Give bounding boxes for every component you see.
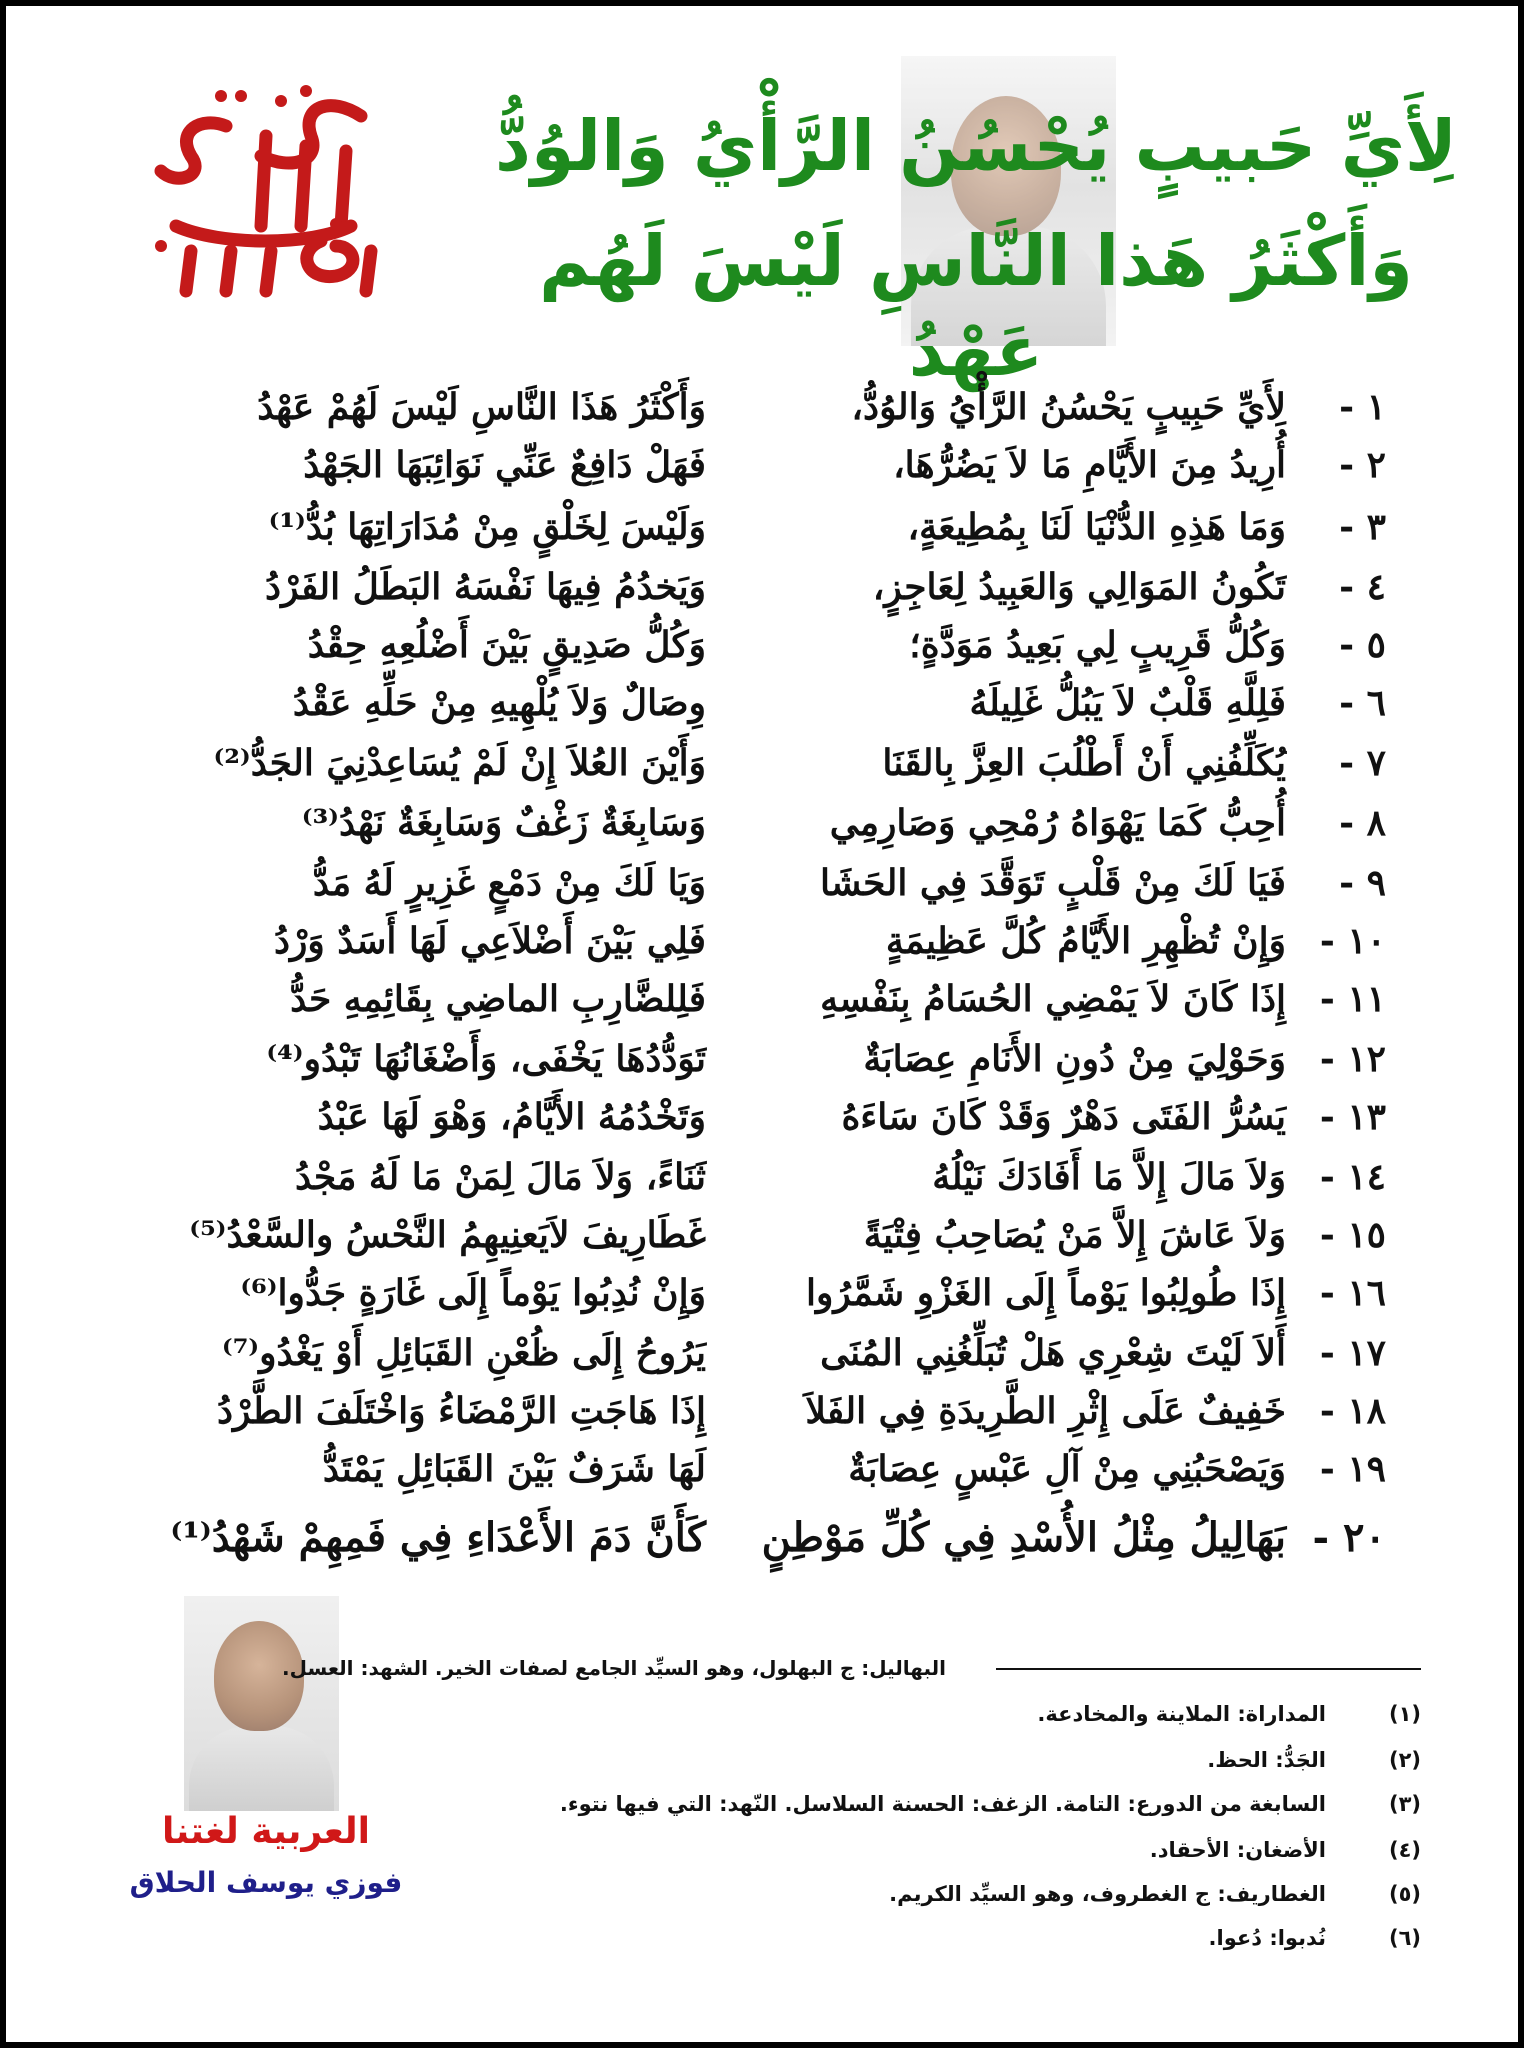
- verse-first-hemistich: وَكُلُّ قَرِيبٍ لِي بَعِيدُ مَوَدَّةٍ؛: [909, 624, 1286, 666]
- poem-verse: [156, 742, 1386, 800]
- poem-verse: [156, 1448, 1386, 1506]
- verse-second-hemistich: وَأَيْنَ العُلاَ إِنْ لَمْ يُسَاعِدْنِيَ الجَدُّ⁽²⁾: [213, 742, 706, 784]
- verse-first-hemistich: إِذَا كَانَ لاَ يَمْضِي الحُسَامُ بِنَفْسِهِ: [820, 978, 1286, 1020]
- verse-first-hemistich: وَحَوْلِيَ مِنْ دُونِ الأَنَامِ عِصَابَةٌ: [863, 1038, 1286, 1080]
- verse-second-hemistich: وَلَيْسَ لِخَلْقٍ مِنْ مُدَارَاتِهَا بُدُّ⁽¹⁾: [268, 506, 706, 548]
- footnote-text: نُدبوا: دُعوا.: [1208, 1926, 1326, 1950]
- poem-verse: [156, 1156, 1386, 1214]
- poster-page: [6, 6, 1518, 2042]
- verse-first-hemistich: تَكُونُ المَوَالِي وَالعَبِيدُ لِعَاجِزٍ،: [872, 566, 1286, 608]
- poem-verse: [156, 1038, 1386, 1096]
- verse-number: ٣ -: [1339, 506, 1386, 548]
- footnote-number: (٢): [1388, 1748, 1421, 1772]
- verse-number: ١٣ -: [1319, 1096, 1386, 1138]
- author-photo-bottom: [184, 1596, 339, 1811]
- poem-verse: [156, 802, 1386, 860]
- poem-verse: [156, 1514, 1386, 1572]
- verse-number: ٢ -: [1339, 444, 1386, 486]
- verse-number: ٨ -: [1339, 802, 1386, 844]
- verse-second-hemistich: وَسَابِغَةٌ زَغْفٌ وَسَابِغَةٌ نَهْدُ⁽³⁾: [301, 802, 706, 844]
- footnote-item: [406, 1748, 1421, 1782]
- verse-number: ١١ -: [1319, 978, 1386, 1020]
- poem-verse: [156, 1096, 1386, 1154]
- verse-number: ٥ -: [1339, 624, 1386, 666]
- footnote-number: (٤): [1388, 1838, 1421, 1862]
- verse-second-hemistich: فَلِلضَّارِبِ الماضِي بِقَائِمِهِ حَدُّ: [290, 978, 706, 1020]
- footnote-item: [406, 1882, 1421, 1916]
- footnote-number: (٣): [1388, 1792, 1421, 1816]
- poem-verse: [156, 920, 1386, 978]
- footnote-bahaleel: البهاليل: ج البهلول، وهو السيِّد الجامع لصفات الخير. الشهد: العسل.: [282, 1656, 946, 1680]
- verse-first-hemistich: فَيَا لَكَ مِنْ قَلْبٍ تَوَقَّدَ فِي الحَشَا: [820, 862, 1286, 904]
- verse-number: ١٠ -: [1319, 920, 1386, 962]
- verse-first-hemistich: أَلاَ لَيْتَ شِعْرِي هَلْ تُبَلِّغُنِي المُنَى: [820, 1332, 1286, 1374]
- footnote-number: (٥): [1388, 1882, 1421, 1906]
- footnote-number: (١): [1388, 1702, 1421, 1726]
- poem-verse: [156, 566, 1386, 624]
- verse-first-hemistich: أُرِيدُ مِنَ الأَيَّامِ مَا لاَ يَضُرُّهَا،: [893, 444, 1286, 486]
- verse-second-hemistich: وَأَكْثَرُ هَذَا النَّاسِ لَيْسَ لَهُمْ عَهْدُ: [257, 386, 706, 428]
- verse-second-hemistich: ثَنَاءً، وَلاَ مَالَ لِمَنْ مَا لَهُ مَجْدُ: [294, 1156, 706, 1198]
- verse-second-hemistich: لَهَا شَرَفٌ بَيْنَ القَبَائِلِ يَمْتَدُّ: [322, 1448, 706, 1490]
- verse-first-hemistich: خَفِيفٌ عَلَى إِثْرِ الطَّرِيدَةِ فِي الفَلاَ: [805, 1390, 1286, 1432]
- verse-number: ١٩ -: [1319, 1448, 1386, 1490]
- verse-first-hemistich: وَمَا هَذِهِ الدُّنْيَا لَنَا بِمُطِيعَةٍ،: [907, 506, 1286, 548]
- verse-number: ١٥ -: [1319, 1214, 1386, 1256]
- footnote-text: الأضغان: الأحقاد.: [1149, 1838, 1326, 1862]
- antariyat-logo: [131, 76, 391, 306]
- verse-second-hemistich: وِصَالٌ وَلاَ يُلْهِيهِ مِنْ حَلِّهِ عَقْدُ: [292, 682, 706, 724]
- poem-verse: [156, 506, 1386, 564]
- poem-verse: [156, 1390, 1386, 1448]
- verse-number: ١٤ -: [1319, 1156, 1386, 1198]
- author-name: فوزي يوسف الحلاق: [129, 1866, 403, 1899]
- poem-verse: [156, 386, 1386, 444]
- verse-second-hemistich: غَطَارِيفَ لاَيَعنِيهِمُ النَّحْسُ والسَّعْدُ⁽⁵⁾: [189, 1214, 706, 1256]
- poem-verse: [156, 862, 1386, 920]
- poem-verse: [156, 444, 1386, 502]
- footnote-item: [406, 1792, 1421, 1826]
- title-line-2: وَأَكْثَرُ هَذا النَّاسِ لَيْسَ لَهُم عَهْدُ: [539, 220, 1413, 392]
- verse-second-hemistich: يَرُوحُ إِلَى ظُعْنِ القَبَائِلِ أَوْ يَغْدُو⁽⁷⁾: [221, 1332, 706, 1374]
- verse-number: ١٨ -: [1319, 1390, 1386, 1432]
- verse-first-hemistich: يُكَلِّفُنِي أَنْ أَطْلُبَ العِزَّ بِالقَنَا: [882, 742, 1286, 784]
- poem-verse: [156, 682, 1386, 740]
- footnote-text: السابغة من الدورع: التامة. الزغف: الحسنة السلاسل. النّهد: التي فيها نتوء.: [559, 1792, 1326, 1816]
- footnote-item: [406, 1926, 1421, 1960]
- verse-first-hemistich: فَلِلَّهِ قَلْبٌ لاَ يَبُلُّ غَلِيلَهُ: [969, 682, 1286, 724]
- poem-verse: [156, 1332, 1386, 1390]
- footnote-text: الغطاريف: ج الغطروف، وهو السيِّد الكريم.: [889, 1882, 1326, 1906]
- footnote-item: [406, 1702, 1421, 1736]
- verse-first-hemistich: لِأَيِّ حَبِيبٍ يَحْسُنُ الرَّأْيُ وَالوُدُّ،: [851, 386, 1286, 428]
- verse-second-hemistich: وَيَخدُمُ فِيهَا نَفْسَهُ البَطَلُ الفَرْدُ: [265, 566, 706, 608]
- footnote-item: [406, 1838, 1421, 1872]
- verse-second-hemistich: وَيَا لَكَ مِنْ دَمْعٍ غَزِيرٍ لَهُ مَدُّ: [312, 862, 706, 904]
- verse-number: ٤ -: [1339, 566, 1386, 608]
- verse-number: ٦ -: [1339, 682, 1386, 724]
- verse-first-hemistich: وَلاَ عَاشَ إِلاَّ مَنْ يُصَاحِبُ فِتْيَةً: [863, 1214, 1286, 1256]
- verse-first-hemistich: إِذَا طُولِبُوا يَوْماً إِلَى الغَزْوِ شَمَّرُوا: [805, 1272, 1286, 1314]
- footnote-text: الجَدُّ: الحظ.: [1207, 1748, 1326, 1772]
- verse-first-hemistich: وَلاَ مَالَ إِلاَّ مَا أَفَادَكَ نَيْلُهُ: [932, 1156, 1286, 1198]
- verse-first-hemistich: وَيَصْحَبُنِي مِنْ آلِ عَبْسٍ عِصَابَةٌ: [848, 1448, 1286, 1490]
- verse-first-hemistich: أُحِبُّ كَمَا يَهْوَاهُ رُمْحِي وَصَارِمِي: [829, 802, 1286, 844]
- photo-shirt: [189, 1726, 334, 1811]
- verse-second-hemistich: إِذَا هَاجَتِ الرَّمْضَاءُ وَاخْتَلَفَ الطَّرْدُ: [216, 1390, 706, 1432]
- verse-number: ٢٠ -: [1312, 1514, 1386, 1561]
- verse-second-hemistich: كَأَنَّ دَمَ الأَعْدَاءِ فِي فَمِهِمْ شَهْدُ⁽¹⁾: [170, 1514, 706, 1561]
- verse-second-hemistich: فَلِي بَيْنَ أَضْلاَعِي لَهَا أَسَدٌ وَرْدُ: [273, 920, 706, 962]
- brand-title: العربية لغتنا: [162, 1811, 370, 1852]
- verse-second-hemistich: وَتَخْدُمُهُ الأَيَّامُ، وَهْوَ لَهَا عَبْدُ: [317, 1096, 706, 1138]
- verse-second-hemistich: تَوَدُّدُهَا يَخْفَى، وَأَضْغَانُهَا تَبْدُو⁽⁴⁾: [266, 1038, 706, 1080]
- verse-second-hemistich: وَكُلُّ صَدِيقٍ بَيْنَ أَضْلُعِهِ حِقْدُ: [307, 624, 706, 666]
- verse-number: ٩ -: [1339, 862, 1386, 904]
- verse-second-hemistich: فَهَلْ دَافِعٌ عَنِّي نَوَائِبَهَا الجَهْدُ: [303, 444, 706, 486]
- footnote-text: المداراة: الملاينة والمخادعة.: [1037, 1702, 1326, 1726]
- verse-number: ١٧ -: [1319, 1332, 1386, 1374]
- verse-first-hemistich: بَهَالِيلُ مِثْلُ الأُسْدِ فِي كُلِّ مَوْطِنٍ: [761, 1514, 1286, 1561]
- title-line-1: لِأَيِّ حَبيبٍ يُحْسُنُ الرَّأْيُ وَالوُدُّ: [495, 105, 1457, 187]
- verse-number: ١٦ -: [1319, 1272, 1386, 1314]
- poem-verse: [156, 978, 1386, 1036]
- poem-verse: [156, 624, 1386, 682]
- poem-verse: [156, 1272, 1386, 1330]
- footnote-divider: [996, 1668, 1421, 1670]
- verse-number: ١ -: [1339, 386, 1386, 428]
- verse-first-hemistich: يَسُرُّ الفَتَى دَهْرٌ وَقَدْ كَانَ سَاءَهُ: [841, 1096, 1286, 1138]
- footnote-number: (٦): [1388, 1926, 1421, 1950]
- verse-number: ٧ -: [1339, 742, 1386, 784]
- poem-verse: [156, 1214, 1386, 1272]
- verse-first-hemistich: وَإِنْ تُظْهِرِ الأَيَّامُ كُلَّ عَظِيمَةٍ: [885, 920, 1286, 962]
- verse-number: ١٢ -: [1319, 1038, 1386, 1080]
- verse-second-hemistich: وَإِنْ نُدِبُوا يَوْماً إِلَى غَارَةٍ جَدُّوا⁽⁶⁾: [240, 1272, 706, 1314]
